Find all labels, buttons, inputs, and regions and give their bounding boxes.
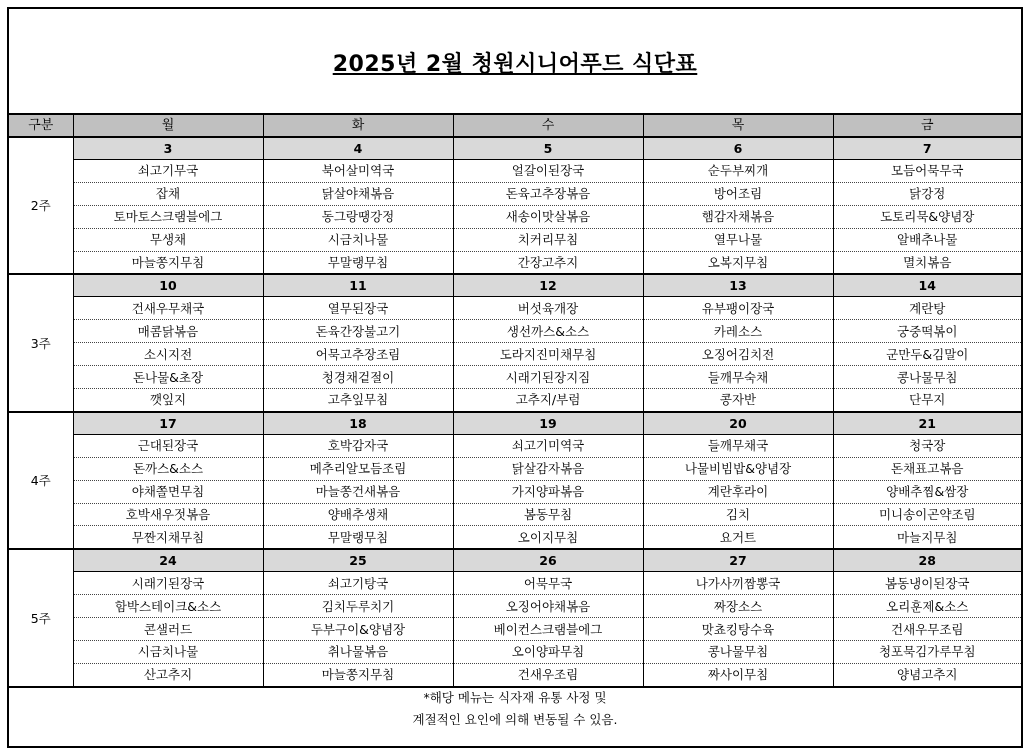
week-label: 5주 <box>9 549 73 686</box>
menu-item: 마늘지무침 <box>833 526 1021 549</box>
date-cell: 21 <box>833 412 1021 435</box>
menu-item: 취나물볶음 <box>263 641 453 664</box>
menu-item: 근대된장국 <box>73 434 263 457</box>
date-cell: 26 <box>453 549 643 572</box>
menu-item: 쇠고기탕국 <box>263 572 453 595</box>
menu-item: 깻잎지 <box>73 389 263 412</box>
menu-item: 두부구이&양념장 <box>263 618 453 641</box>
menu-item: 생선까스&소스 <box>453 320 643 343</box>
menu-row <box>9 182 1021 205</box>
menu-item: 양배추생채 <box>263 503 453 526</box>
title-area <box>9 9 1021 115</box>
menu-row <box>9 366 1021 389</box>
menu-item: 알배추나물 <box>833 228 1021 251</box>
menu-item: 쇠고기무국 <box>73 160 263 183</box>
menu-row <box>9 480 1021 503</box>
menu-item: 간장고추지 <box>453 251 643 274</box>
date-row <box>9 412 1021 435</box>
menu-item: 유부팽이장국 <box>643 297 833 320</box>
date-cell: 5 <box>453 137 643 160</box>
menu-item: 매콤닭볶음 <box>73 320 263 343</box>
page-title: 2025년 2월 청원시니어푸드 식단표 <box>332 51 698 77</box>
date-cell: 17 <box>73 412 263 435</box>
menu-item: 나가사끼짬뽕국 <box>643 572 833 595</box>
date-cell: 12 <box>453 274 643 297</box>
menu-item: 닭강정 <box>833 182 1021 205</box>
menu-row <box>9 641 1021 664</box>
menu-item: 콩나물무침 <box>643 641 833 664</box>
menu-item: 오이양파무침 <box>453 641 643 664</box>
menu-item: 열무나물 <box>643 228 833 251</box>
date-cell: 24 <box>73 549 263 572</box>
menu-item: 고추잎무침 <box>263 389 453 412</box>
category-header: 구분 <box>9 115 73 137</box>
date-cell: 10 <box>73 274 263 297</box>
menu-item: 소시지전 <box>73 343 263 366</box>
menu-row <box>9 618 1021 641</box>
menu-item: 시래기된장지짐 <box>453 366 643 389</box>
menu-item: 김치두루치기 <box>263 595 453 618</box>
menu-item: 짜장소스 <box>643 595 833 618</box>
menu-item: 콘샐러드 <box>73 618 263 641</box>
menu-item: 함박스테이크&소스 <box>73 595 263 618</box>
day-header-fri: 금 <box>833 115 1021 137</box>
menu-row <box>9 389 1021 412</box>
menu-item: 무생채 <box>73 228 263 251</box>
menu-item: 순두부찌개 <box>643 160 833 183</box>
menu-row <box>9 205 1021 228</box>
menu-item: 청경채겉절이 <box>263 366 453 389</box>
week-label: 4주 <box>9 412 73 549</box>
menu-table <box>9 115 1021 688</box>
day-header-tue: 화 <box>263 115 453 137</box>
menu-item: 오징어야채볶음 <box>453 595 643 618</box>
menu-row <box>9 320 1021 343</box>
menu-item: 고추지/부럼 <box>453 389 643 412</box>
date-cell: 4 <box>263 137 453 160</box>
menu-item: 봄동무침 <box>453 503 643 526</box>
menu-row <box>9 434 1021 457</box>
menu-item: 새송이맛살볶음 <box>453 205 643 228</box>
menu-item: 돈나물&초장 <box>73 366 263 389</box>
menu-item: 버섯육개장 <box>453 297 643 320</box>
menu-row <box>9 160 1021 183</box>
menu-row <box>9 572 1021 595</box>
menu-item: 도라지진미채무침 <box>453 343 643 366</box>
date-cell: 7 <box>833 137 1021 160</box>
menu-item: 마늘쫑지무침 <box>263 663 453 686</box>
menu-item: 돈육고추장볶음 <box>453 182 643 205</box>
day-header-thu: 목 <box>643 115 833 137</box>
week-label: 2주 <box>9 137 73 274</box>
menu-item: 콩나물무침 <box>833 366 1021 389</box>
menu-item: 건새우무조림 <box>833 618 1021 641</box>
menu-item: 청포묵김가루무침 <box>833 641 1021 664</box>
menu-item: 들깨무숙채 <box>643 366 833 389</box>
menu-item: 치커리무침 <box>453 228 643 251</box>
menu-item: 오리훈제&소스 <box>833 595 1021 618</box>
menu-item: 북어살미역국 <box>263 160 453 183</box>
notice <box>9 671 1021 746</box>
menu-item: 쇠고기미역국 <box>453 434 643 457</box>
menu-item: 카레소스 <box>643 320 833 343</box>
menu-item: 건새우조림 <box>453 663 643 686</box>
table-header-row <box>9 115 1021 137</box>
menu-item: 메추리알모듬조림 <box>263 457 453 480</box>
date-cell: 18 <box>263 412 453 435</box>
menu-item: 시래기된장국 <box>73 572 263 595</box>
date-cell: 19 <box>453 412 643 435</box>
menu-row <box>9 297 1021 320</box>
menu-item: 얼갈이된장국 <box>453 160 643 183</box>
menu-item: 오징어김치전 <box>643 343 833 366</box>
menu-item: 토마토스크램블에그 <box>73 205 263 228</box>
date-cell: 28 <box>833 549 1021 572</box>
menu-item: 양배추찜&쌈장 <box>833 480 1021 503</box>
menu-item: 돈채표고볶음 <box>833 457 1021 480</box>
menu-item: 모듬어묵무국 <box>833 160 1021 183</box>
menu-item: 궁중떡볶이 <box>833 320 1021 343</box>
menu-item: 단무지 <box>833 389 1021 412</box>
menu-item: 맛쵸킹탕수육 <box>643 618 833 641</box>
menu-item: 건새우무채국 <box>73 297 263 320</box>
menu-item: 어묵고추장조림 <box>263 343 453 366</box>
date-cell: 14 <box>833 274 1021 297</box>
menu-item: 김치 <box>643 503 833 526</box>
menu-item: 계란탕 <box>833 297 1021 320</box>
menu-item: 오복지무침 <box>643 251 833 274</box>
menu-item: 야채쫄면무침 <box>73 480 263 503</box>
menu-item: 가지양파볶음 <box>453 480 643 503</box>
menu-item: 마늘쫑건새볶음 <box>263 480 453 503</box>
notice-line-1: *해당 메뉴는 식자재 유통 사정 및 <box>423 689 607 705</box>
menu-item: 나물비빔밥&양념장 <box>643 457 833 480</box>
menu-row <box>9 228 1021 251</box>
date-cell: 3 <box>73 137 263 160</box>
date-row <box>9 137 1021 160</box>
menu-item: 어묵무국 <box>453 572 643 595</box>
menu-item: 돈육간장불고기 <box>263 320 453 343</box>
menu-item: 미니송이곤약조림 <box>833 503 1021 526</box>
menu-item: 베이컨스크램블에그 <box>453 618 643 641</box>
menu-item: 시금치나물 <box>73 641 263 664</box>
menu-item: 무말랭무침 <box>263 251 453 274</box>
menu-item: 계란후라이 <box>643 480 833 503</box>
date-row <box>9 549 1021 572</box>
menu-item: 요거트 <box>643 526 833 549</box>
menu-item: 들깨무채국 <box>643 434 833 457</box>
menu-item: 짜사이무침 <box>643 663 833 686</box>
menu-item: 도토리묵&양념장 <box>833 205 1021 228</box>
menu-row <box>9 457 1021 480</box>
date-cell: 27 <box>643 549 833 572</box>
date-cell: 20 <box>643 412 833 435</box>
menu-item: 닭살감자볶음 <box>453 457 643 480</box>
menu-item: 무짠지채무침 <box>73 526 263 549</box>
menu-item: 방어조림 <box>643 182 833 205</box>
day-header-mon: 월 <box>73 115 263 137</box>
menu-item: 산고추지 <box>73 663 263 686</box>
menu-item: 청국장 <box>833 434 1021 457</box>
menu-item: 무말랭무침 <box>263 526 453 549</box>
menu-item: 시금치나물 <box>263 228 453 251</box>
menu-sheet <box>7 7 1023 748</box>
menu-row <box>9 526 1021 549</box>
menu-item: 멸치볶음 <box>833 251 1021 274</box>
menu-row <box>9 595 1021 618</box>
notice-line-2: 계절적인 요인에 의해 변동될 수 있음. <box>412 711 618 727</box>
menu-item: 마늘쫑지무침 <box>73 251 263 274</box>
menu-item: 돈까스&소스 <box>73 457 263 480</box>
menu-item: 봄동냉이된장국 <box>833 572 1021 595</box>
menu-item: 햄감자채볶음 <box>643 205 833 228</box>
menu-item: 호박새우젓볶음 <box>73 503 263 526</box>
menu-row <box>9 251 1021 274</box>
menu-item: 동그랑땡강정 <box>263 205 453 228</box>
day-header-wed: 수 <box>453 115 643 137</box>
menu-item: 군만두&김말이 <box>833 343 1021 366</box>
week-label: 3주 <box>9 274 73 411</box>
menu-row <box>9 503 1021 526</box>
date-cell: 25 <box>263 549 453 572</box>
menu-row <box>9 343 1021 366</box>
menu-item: 양념고추지 <box>833 663 1021 686</box>
menu-item: 닭살야채볶음 <box>263 182 453 205</box>
date-row <box>9 274 1021 297</box>
menu-item: 잡채 <box>73 182 263 205</box>
menu-item: 열무된장국 <box>263 297 453 320</box>
date-cell: 11 <box>263 274 453 297</box>
date-cell: 13 <box>643 274 833 297</box>
menu-item: 오이지무침 <box>453 526 643 549</box>
menu-item: 호박감자국 <box>263 434 453 457</box>
menu-item: 콩자반 <box>643 389 833 412</box>
date-cell: 6 <box>643 137 833 160</box>
